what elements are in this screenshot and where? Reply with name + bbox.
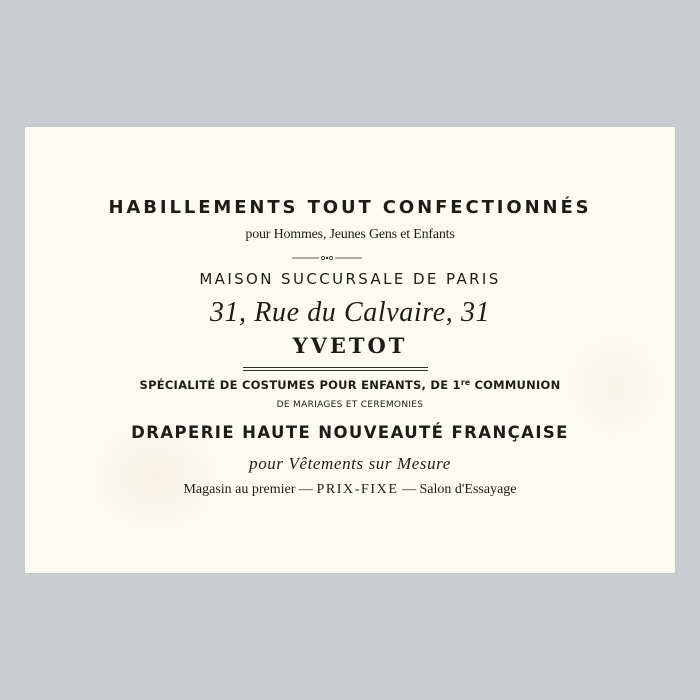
double-rule-top: [243, 367, 428, 368]
draperie-line: DRAPERIE HAUTE NOUVEAUTÉ FRANÇAISE: [131, 423, 569, 442]
specialite-text: SPÉCIALITÉ DE COSTUMES POUR ENFANTS, DE 1: [139, 378, 461, 392]
salon-text: Salon d'Essayage: [419, 482, 517, 497]
address-line: 31, Rue du Calvaire, 31: [209, 297, 491, 328]
town-line: YVETOT: [292, 333, 408, 358]
specialite-line: [25, 378, 675, 392]
prix-fixe-text: PRIX-FIXE: [316, 482, 399, 497]
maison-line: MAISON SUCCURSALE DE PARIS: [199, 270, 501, 288]
ceremonies-line: DE MARIAGES ET CEREMONIES: [276, 400, 424, 410]
double-rule-bottom: [243, 370, 428, 371]
specialite-text-end: COMMUNION: [470, 378, 561, 392]
specialite-superscript: re: [460, 378, 471, 387]
magasin-text: Magasin au premier: [183, 482, 296, 497]
ornament-divider-icon: [292, 255, 362, 261]
card-heading: HABILLEMENTS TOUT CONFECTIONNÉS: [108, 197, 592, 218]
footer-separator: —: [295, 482, 317, 497]
footer-line: [25, 482, 675, 498]
footer-separator: —: [398, 482, 420, 497]
vetements-line: pour Vêtements sur Mesure: [249, 454, 451, 473]
card-subheading: pour Hommes, Jeunes Gens et Enfants: [245, 227, 455, 242]
business-card: [25, 127, 675, 573]
